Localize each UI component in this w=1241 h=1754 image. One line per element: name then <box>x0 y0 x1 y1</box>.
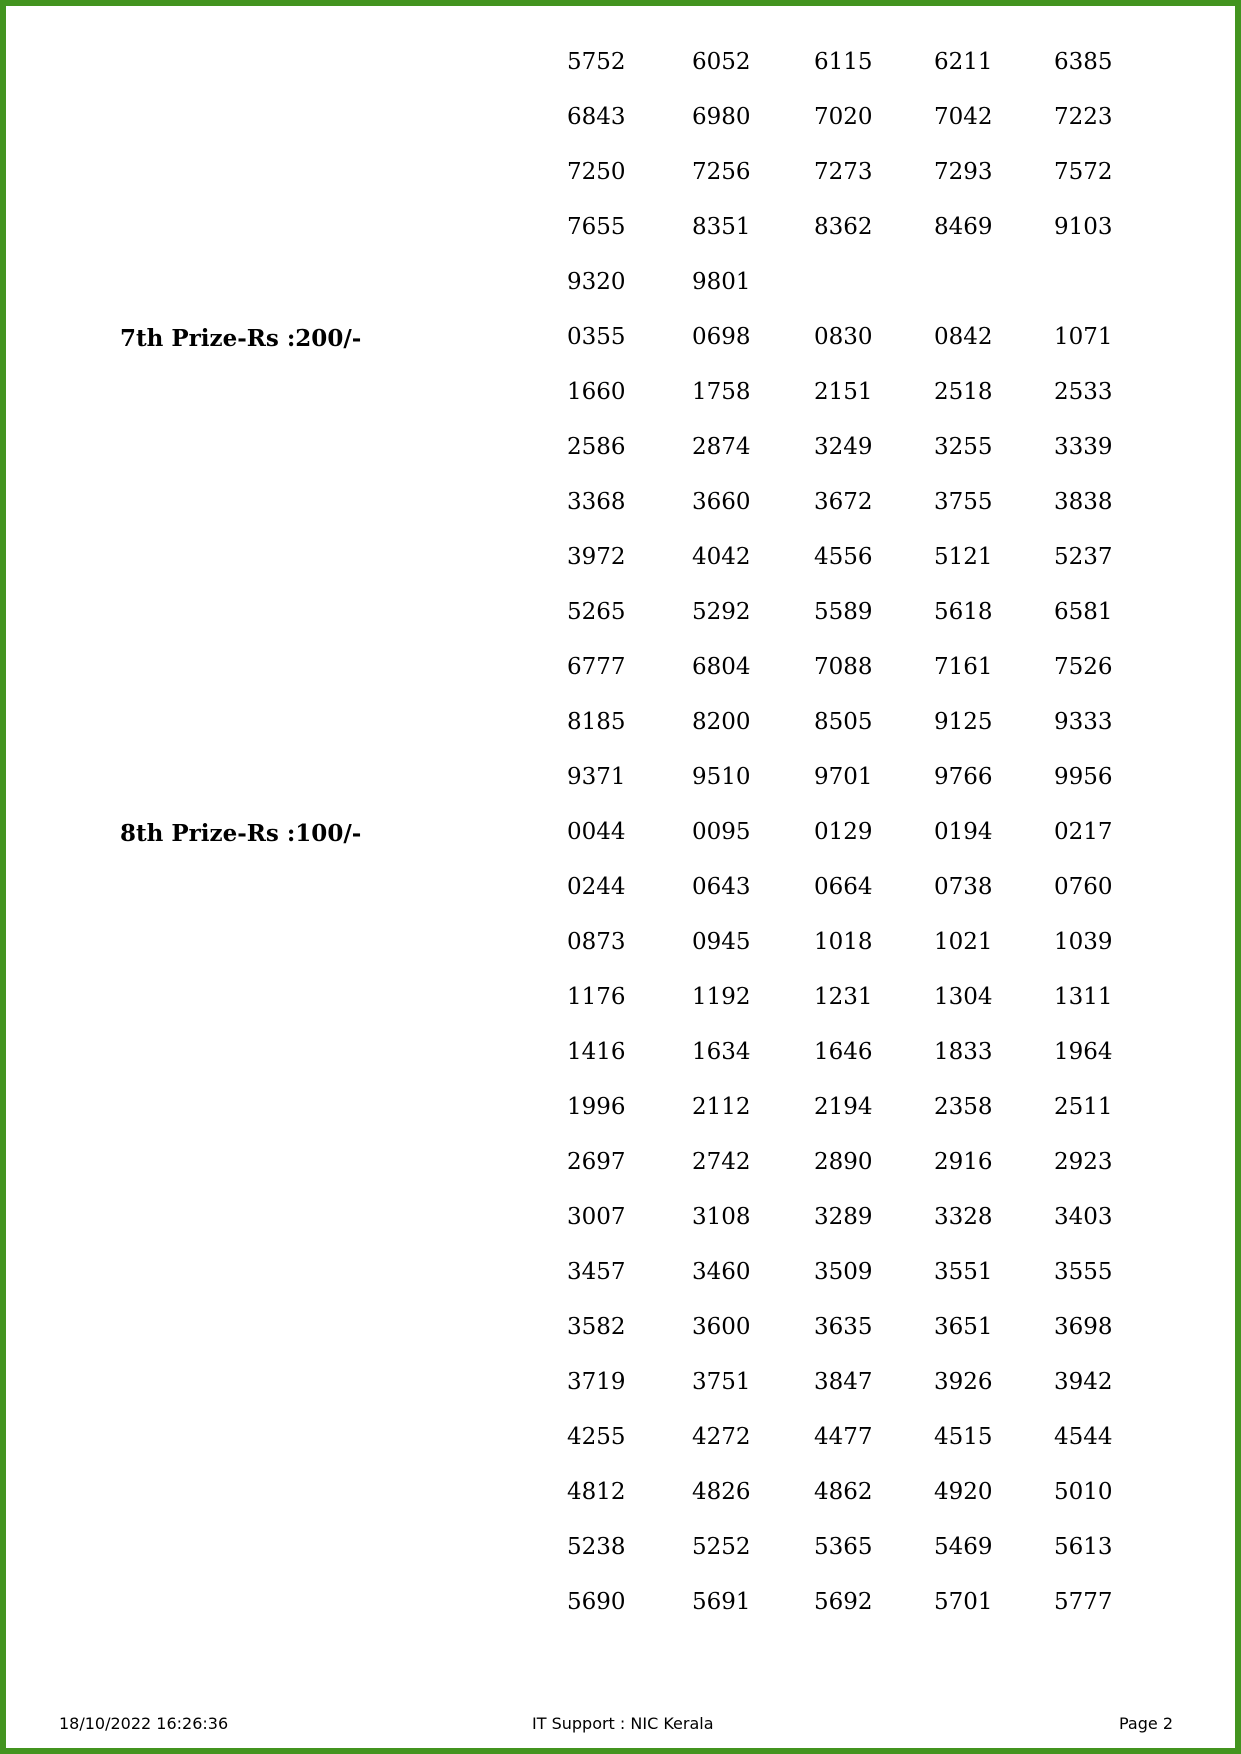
ticket-number: 3108 <box>692 1204 751 1230</box>
ticket-number: 1021 <box>934 929 993 955</box>
ticket-number: 3600 <box>692 1314 751 1340</box>
ticket-number: 3660 <box>692 489 751 515</box>
ticket-number: 3751 <box>692 1369 751 1395</box>
ticket-number: 2533 <box>1054 379 1113 405</box>
ticket-number: 9801 <box>692 269 751 295</box>
ticket-number: 7526 <box>1054 654 1113 680</box>
ticket-number: 3719 <box>567 1369 626 1395</box>
ticket-number: 2697 <box>567 1149 626 1175</box>
ticket-number: 3403 <box>1054 1204 1113 1230</box>
ticket-number: 0643 <box>692 874 751 900</box>
ticket-number: 0873 <box>567 929 626 955</box>
ticket-number: 5589 <box>814 599 873 625</box>
ticket-number: 3635 <box>814 1314 873 1340</box>
ticket-number: 7161 <box>934 654 993 680</box>
ticket-number: 3847 <box>814 1369 873 1395</box>
ticket-number: 9701 <box>814 764 873 790</box>
ticket-number: 0698 <box>692 324 751 350</box>
ticket-number: 9510 <box>692 764 751 790</box>
ticket-number: 3555 <box>1054 1259 1113 1285</box>
ticket-number: 6211 <box>934 49 993 75</box>
ticket-number: 1416 <box>567 1039 626 1065</box>
ticket-number: 3255 <box>934 434 993 460</box>
ticket-number: 9766 <box>934 764 993 790</box>
ticket-number: 5237 <box>1054 544 1113 570</box>
ticket-number: 5469 <box>934 1534 993 1560</box>
ticket-number: 7293 <box>934 159 993 185</box>
ticket-number: 4515 <box>934 1424 993 1450</box>
ticket-number: 0760 <box>1054 874 1113 900</box>
ticket-number: 0044 <box>567 819 626 845</box>
ticket-number: 7020 <box>814 104 873 130</box>
ticket-number: 3457 <box>567 1259 626 1285</box>
ticket-number: 7042 <box>934 104 993 130</box>
ticket-number: 1758 <box>692 379 751 405</box>
ticket-number: 1039 <box>1054 929 1113 955</box>
prize-heading: 8th Prize-Rs :100/- <box>120 820 362 847</box>
ticket-number: 8505 <box>814 709 873 735</box>
ticket-number: 2358 <box>934 1094 993 1120</box>
ticket-number: 1833 <box>934 1039 993 1065</box>
ticket-number: 4812 <box>567 1479 626 1505</box>
ticket-number: 9103 <box>1054 214 1113 240</box>
ticket-number: 9320 <box>567 269 626 295</box>
ticket-number: 5777 <box>1054 1589 1113 1615</box>
ticket-number: 3838 <box>1054 489 1113 515</box>
ticket-number: 4477 <box>814 1424 873 1450</box>
ticket-number: 8200 <box>692 709 751 735</box>
ticket-number: 6777 <box>567 654 626 680</box>
ticket-number: 3249 <box>814 434 873 460</box>
ticket-number: 1964 <box>1054 1039 1113 1065</box>
print-timestamp: 18/10/2022 16:26:36 <box>59 1714 229 1733</box>
ticket-number: 4920 <box>934 1479 993 1505</box>
ticket-number: 5618 <box>934 599 993 625</box>
ticket-number: 1231 <box>814 984 873 1010</box>
ticket-number: 7223 <box>1054 104 1113 130</box>
ticket-number: 9371 <box>567 764 626 790</box>
ticket-number: 3007 <box>567 1204 626 1230</box>
ticket-number: 6980 <box>692 104 751 130</box>
ticket-number: 5752 <box>567 49 626 75</box>
ticket-number: 5691 <box>692 1589 751 1615</box>
ticket-number: 2511 <box>1054 1094 1113 1120</box>
ticket-number: 0664 <box>814 874 873 900</box>
ticket-number: 7250 <box>567 159 626 185</box>
ticket-number: 5613 <box>1054 1534 1113 1560</box>
ticket-number: 8185 <box>567 709 626 735</box>
ticket-number: 4272 <box>692 1424 751 1450</box>
ticket-number: 9125 <box>934 709 993 735</box>
ticket-number: 0217 <box>1054 819 1113 845</box>
ticket-number: 0129 <box>814 819 873 845</box>
ticket-number: 5252 <box>692 1534 751 1560</box>
ticket-number: 4042 <box>692 544 751 570</box>
ticket-number: 1646 <box>814 1039 873 1065</box>
ticket-number: 5365 <box>814 1534 873 1560</box>
ticket-number: 4556 <box>814 544 873 570</box>
ticket-number: 3942 <box>1054 1369 1113 1395</box>
ticket-number: 3698 <box>1054 1314 1113 1340</box>
ticket-number: 0945 <box>692 929 751 955</box>
ticket-number: 1996 <box>567 1094 626 1120</box>
ticket-number: 6385 <box>1054 49 1113 75</box>
ticket-number: 3926 <box>934 1369 993 1395</box>
ticket-number: 6052 <box>692 49 751 75</box>
ticket-number: 9333 <box>1054 709 1113 735</box>
ticket-number: 2194 <box>814 1094 873 1120</box>
ticket-number: 3460 <box>692 1259 751 1285</box>
ticket-number: 8362 <box>814 214 873 240</box>
ticket-number: 1634 <box>692 1039 751 1065</box>
ticket-number: 3339 <box>1054 434 1113 460</box>
ticket-number: 5701 <box>934 1589 993 1615</box>
ticket-number: 7273 <box>814 159 873 185</box>
ticket-number: 2151 <box>814 379 873 405</box>
ticket-number: 3582 <box>567 1314 626 1340</box>
ticket-number: 1018 <box>814 929 873 955</box>
ticket-number: 7655 <box>567 214 626 240</box>
ticket-number: 2874 <box>692 434 751 460</box>
ticket-number: 0244 <box>567 874 626 900</box>
prize-heading: 7th Prize-Rs :200/- <box>120 325 362 352</box>
ticket-number: 3509 <box>814 1259 873 1285</box>
it-support-credit: IT Support : NIC Kerala <box>532 1714 714 1733</box>
ticket-number: 3368 <box>567 489 626 515</box>
ticket-number: 7256 <box>692 159 751 185</box>
ticket-number: 5010 <box>1054 1479 1113 1505</box>
ticket-number: 0830 <box>814 324 873 350</box>
ticket-number: 1176 <box>567 984 626 1010</box>
ticket-number: 8469 <box>934 214 993 240</box>
ticket-number: 1311 <box>1054 984 1113 1010</box>
ticket-number: 5292 <box>692 599 751 625</box>
ticket-number: 5265 <box>567 599 626 625</box>
ticket-number: 4255 <box>567 1424 626 1450</box>
ticket-number: 2586 <box>567 434 626 460</box>
ticket-number: 0194 <box>934 819 993 845</box>
page-number: Page 2 <box>1119 1714 1173 1733</box>
ticket-number: 0355 <box>567 324 626 350</box>
ticket-number: 1192 <box>692 984 751 1010</box>
ticket-number: 7088 <box>814 654 873 680</box>
ticket-number: 6581 <box>1054 599 1113 625</box>
ticket-number: 1071 <box>1054 324 1113 350</box>
ticket-number: 2742 <box>692 1149 751 1175</box>
ticket-number: 3755 <box>934 489 993 515</box>
ticket-number: 3651 <box>934 1314 993 1340</box>
ticket-number: 5121 <box>934 544 993 570</box>
ticket-number: 3551 <box>934 1259 993 1285</box>
ticket-number: 1304 <box>934 984 993 1010</box>
ticket-number: 2518 <box>934 379 993 405</box>
ticket-number: 4544 <box>1054 1424 1113 1450</box>
ticket-number: 1660 <box>567 379 626 405</box>
ticket-number: 0738 <box>934 874 993 900</box>
ticket-number: 7572 <box>1054 159 1113 185</box>
ticket-number: 5238 <box>567 1534 626 1560</box>
ticket-number: 3328 <box>934 1204 993 1230</box>
ticket-number: 2923 <box>1054 1149 1113 1175</box>
ticket-number: 3672 <box>814 489 873 515</box>
ticket-number: 3972 <box>567 544 626 570</box>
ticket-number: 0095 <box>692 819 751 845</box>
ticket-number: 9956 <box>1054 764 1113 790</box>
ticket-number: 4862 <box>814 1479 873 1505</box>
ticket-number: 5690 <box>567 1589 626 1615</box>
ticket-number: 4826 <box>692 1479 751 1505</box>
ticket-number: 6115 <box>814 49 873 75</box>
ticket-number: 2890 <box>814 1149 873 1175</box>
ticket-number: 2112 <box>692 1094 751 1120</box>
ticket-number: 3289 <box>814 1204 873 1230</box>
ticket-number: 2916 <box>934 1149 993 1175</box>
ticket-number: 6804 <box>692 654 751 680</box>
ticket-number: 0842 <box>934 324 993 350</box>
ticket-number: 6843 <box>567 104 626 130</box>
ticket-number: 5692 <box>814 1589 873 1615</box>
ticket-number: 8351 <box>692 214 751 240</box>
